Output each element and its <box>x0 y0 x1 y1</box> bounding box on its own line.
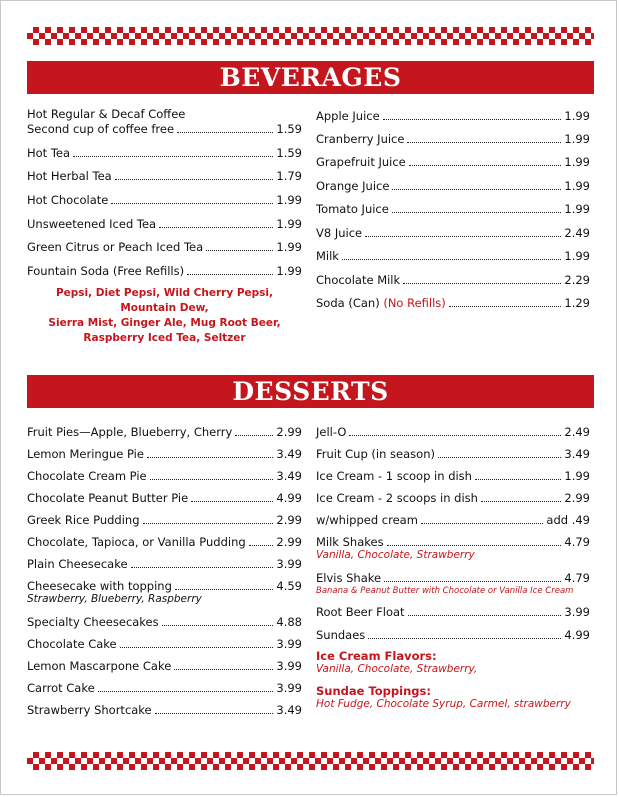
beverages-banner: BEVERAGES <box>27 61 594 94</box>
ice-cream-flavors-heading: Ice Cream Flavors: <box>316 649 437 663</box>
menu-item: Ice Cream - 1 scoop in dish 1.99 <box>316 469 590 483</box>
menu-item: Orange Juice 1.99 <box>316 179 590 193</box>
menu-item: Second cup of coffee free 1.59 <box>27 122 302 136</box>
menu-item: Jell-O 2.49 <box>316 425 590 439</box>
menu-item: Lemon Meringue Pie 3.49 <box>27 447 302 461</box>
sundae-toppings-heading: Sundae Toppings: <box>316 684 431 698</box>
cheesecake-toppings: Strawberry, Blueberry, Raspberry <box>27 593 202 605</box>
menu-item: Chocolate Cake 3.99 <box>27 637 302 651</box>
ice-cream-flavors: Vanilla, Chocolate, Strawberry, <box>316 663 478 675</box>
menu-item: Fruit Pies—Apple, Blueberry, Cherry 2.99 <box>27 425 302 439</box>
menu-item: Chocolate, Tapioca, or Vanilla Pudding 2.99 <box>27 535 302 549</box>
menu-item: Carrot Cake 3.99 <box>27 681 302 695</box>
menu-item: Fruit Cup (in season) 3.49 <box>316 447 590 461</box>
checkered-border-bottom <box>27 752 594 770</box>
menu-item: Green Citrus or Peach Iced Tea 1.99 <box>27 240 302 254</box>
menu-item: Unsweetened Iced Tea 1.99 <box>27 217 302 231</box>
menu-item: Strawberry Shortcake 3.49 <box>27 703 302 717</box>
menu-item: Lemon Mascarpone Cake 3.99 <box>27 659 302 673</box>
menu-item: Elvis Shake 4.79 <box>316 571 590 585</box>
menu-item: Soda (Can) (No Refills) 1.29 <box>316 296 590 310</box>
menu-item: Root Beer Float 3.99 <box>316 605 590 619</box>
menu-item: Plain Cheesecake 3.99 <box>27 557 302 571</box>
coffee-line: Hot Regular & Decaf Coffee <box>27 107 186 121</box>
menu-item: Fountain Soda (Free Refills) 1.99 <box>27 264 302 278</box>
milkshake-flavors: Vanilla, Chocolate, Strawberry <box>316 549 475 561</box>
menu-item: Milk Shakes 4.79 <box>316 535 590 549</box>
menu-item: Apple Juice 1.99 <box>316 109 590 123</box>
menu-item: Specialty Cheesecakes 4.88 <box>27 615 302 629</box>
menu-item: Chocolate Peanut Butter Pie 4.99 <box>27 491 302 505</box>
menu-item: Cheesecake with topping 4.59 <box>27 579 302 593</box>
menu-item: Grapefruit Juice 1.99 <box>316 155 590 169</box>
menu-item: V8 Juice 2.49 <box>316 226 590 240</box>
menu-item: Chocolate Milk 2.29 <box>316 273 590 287</box>
checkered-border-top <box>27 27 594 45</box>
menu-item: Hot Tea 1.59 <box>27 146 302 160</box>
menu-item: Cranberry Juice 1.99 <box>316 132 590 146</box>
soda-flavors: Pepsi, Diet Pepsi, Wild Cherry Pepsi, Mountain Dew, Sierra Mist, Ginger Ale, Mug Root Beer, Raspberry Iced Tea, Seltzer <box>48 287 281 344</box>
menu-item: Hot Herbal Tea 1.79 <box>27 169 302 183</box>
elvis-shake-note: Banana & Peanut Butter with Chocolate or Vanilla Ice Cream <box>316 586 574 596</box>
menu-item: Hot Chocolate 1.99 <box>27 193 302 207</box>
menu-item: Sundaes 4.99 <box>316 628 590 642</box>
menu-item: Chocolate Cream Pie 3.49 <box>27 469 302 483</box>
sundae-toppings: Hot Fudge, Chocolate Syrup, Carmel, strawberry <box>316 698 571 710</box>
desserts-banner: DESSERTS <box>27 375 594 408</box>
menu-item: w/whipped cream add .49 <box>316 513 590 527</box>
menu-item: Milk 1.99 <box>316 249 590 263</box>
menu-item: Greek Rice Pudding 2.99 <box>27 513 302 527</box>
menu-item: Ice Cream - 2 scoops in dish 2.99 <box>316 491 590 505</box>
menu-item: Tomato Juice 1.99 <box>316 202 590 216</box>
